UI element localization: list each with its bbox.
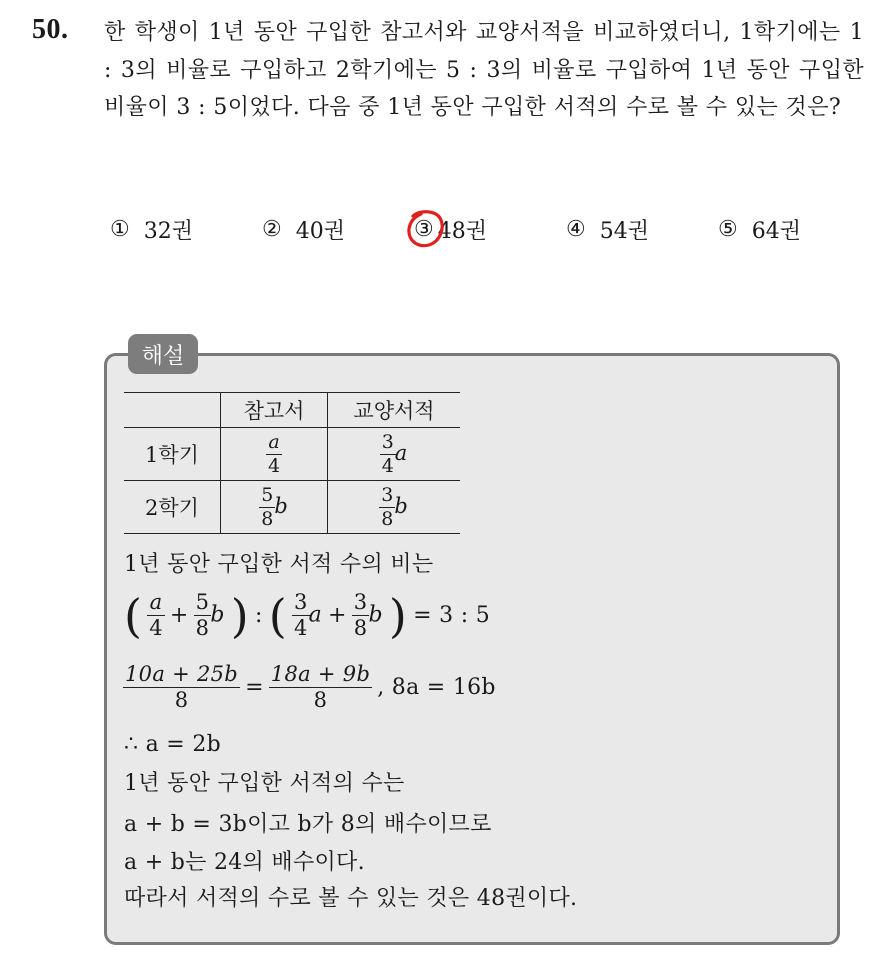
frac-numerator: 3 [381,430,394,453]
frac-suffix: a [308,602,323,628]
frac-suffix: b [274,493,288,518]
colon: : [254,603,263,628]
frac-numerator: 3 [353,590,368,614]
ratio-equation [124,588,490,643]
solution-tag: 해설 [128,334,198,374]
paren-close: ) [230,588,249,643]
table-row [124,428,460,481]
choice-4[interactable] [566,214,649,245]
frac-denominator: 8 [261,507,274,530]
frac-numerator: 5 [261,483,274,506]
equation-rest: , 8a = 16b [377,675,496,700]
choice-1-label: 32권 [143,219,193,244]
frac-denominator: 8 [381,507,394,530]
frac-numerator: 5 [195,590,210,614]
frac-suffix: a [394,440,408,465]
choice-2-mark: ② [262,217,282,242]
fraction-cell [328,481,461,534]
solution-line-4: a + b는 24의 배수이다. [124,850,365,875]
choice-1[interactable] [110,214,193,245]
answer-choices [0,214,884,254]
paren-close: ) [388,588,408,643]
choice-1-mark: ① [110,217,130,242]
frac-denominator: 8 [269,687,372,711]
table-header-row [124,393,460,428]
frac-denominator: 4 [293,616,308,640]
choice-3[interactable] [414,214,487,245]
therefore-line: ∴ a = 2b [124,732,222,757]
fraction-cell [221,428,328,481]
choice-3-mark-wrap [414,217,434,242]
frac-numerator: 10a + 25b [125,662,239,686]
answer-circle-icon [405,209,445,249]
paren-open: ( [124,588,143,643]
table-header-cell: 참고서 [221,393,328,428]
choice-5[interactable] [718,214,801,245]
frac-suffix: b [210,602,225,628]
choice-2-label: 40권 [295,219,345,244]
equation-rhs: = 3 : 5 [413,603,490,628]
choice-4-label: 54권 [599,219,649,244]
choice-3-mark: ③ [414,217,434,242]
solution-line-5: 따라서 서적의 수로 볼 수 있는 것은 48권이다. [124,886,578,911]
frac-denominator: 8 [195,616,210,640]
frac-denominator: 4 [267,454,281,477]
table-header-cell: 교양서적 [328,393,461,428]
choice-5-label: 64권 [751,219,801,244]
table-header-cell [124,393,221,428]
frac-numerator: a [268,430,280,453]
fraction-cell [221,481,328,534]
row-label: 2학기 [124,481,221,534]
question-number: 50. [32,14,69,45]
frac-denominator: 8 [353,616,368,640]
solution-line-3: a + b = 3b이고 b가 8의 배수이므로 [124,812,492,837]
paren-open: ( [268,588,287,643]
row-label: 1학기 [124,428,221,481]
fraction-cell [328,428,461,481]
frac-numerator: a [149,590,163,614]
solution-line-2: 1년 동안 구입한 서적의 수는 [124,771,405,796]
frac-suffix: b [394,493,408,518]
frac-numerator: 3 [293,590,308,614]
choice-5-mark: ⑤ [718,217,738,242]
choice-3-label: 48권 [437,219,487,244]
choice-4-mark: ④ [566,217,586,242]
frac-numerator: 3 [381,483,394,506]
equals-sign: = [245,675,264,700]
frac-denominator: 4 [381,454,394,477]
table-row [124,481,460,534]
frac-denominator: 4 [149,616,163,640]
sum-equation [124,664,496,711]
question-text: 한 학생이 1년 동안 구입한 참고서와 교양서적을 비교하였더니, 1학기에는 1 : 3의 비율로 구입하고 2학기에는 5 : 3의 비율로 구입하여 1년 동안 구입한 비율이 3 : 5이었다. 다음 중 1년 동안 구입한 서적의 수로 볼 수 있는 것은? [104,20,864,120]
frac-numerator: 18a + 9b [270,662,371,686]
frac-suffix: b [368,602,383,628]
choice-2[interactable] [262,214,345,245]
plus-sign: + [169,603,189,628]
solution-line-1: 1년 동안 구입한 서적 수의 비는 [124,552,434,577]
solution-table [124,392,460,534]
frac-denominator: 8 [123,687,240,711]
plus-sign: + [328,603,347,628]
